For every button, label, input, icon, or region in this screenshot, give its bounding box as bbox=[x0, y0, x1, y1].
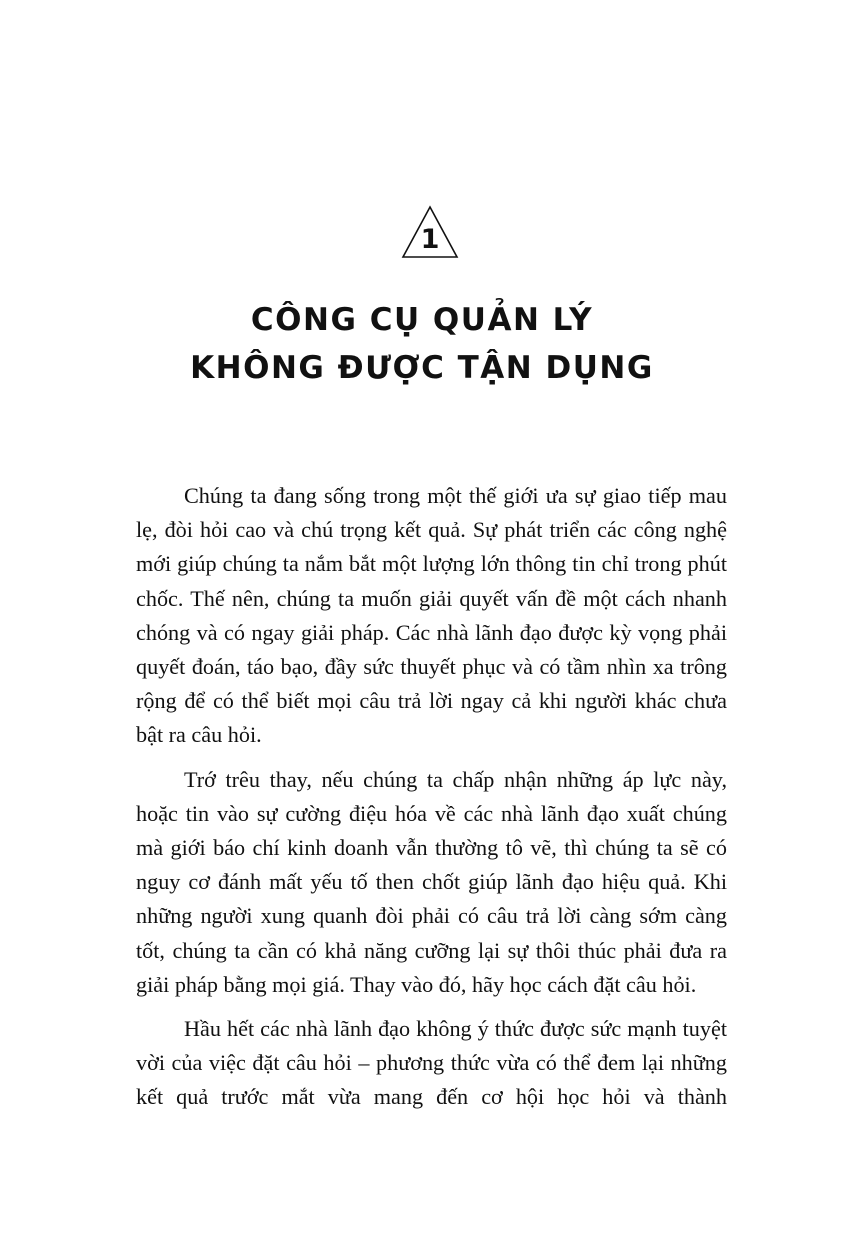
chapter-number: 1 bbox=[420, 224, 440, 255]
chapter-number-badge bbox=[401, 205, 459, 259]
chapter-title-line-1: CÔNG CỤ QUẢN LÝ bbox=[250, 302, 594, 338]
chapter-title-line-2: KHÔNG ĐƯỢC TẬN DỤNG bbox=[190, 350, 654, 386]
chapter-title bbox=[60, 296, 784, 392]
paragraph-1: Chúng ta đang sống trong một thế giới ưa sự giao tiếp mau lẹ, đòi hỏi cao và chú trọng kết quả. Sự phát triển các công nghệ mới giúp chúng ta nắm bắt một lượng lớn thông tin chỉ trong phút chốc. Thế nên, chúng ta muốn giải quyết vấn đề một cách nhanh chóng và có ngay giải pháp. Các nhà lãnh đạo được kỳ vọng phải quyết đoán, táo bạo, đầy sức thuyết phục và có tầm nhìn xa trông rộng để có thể biết mọi câu trả lời ngay cả khi người khác chưa bật ra câu hỏi. bbox=[136, 483, 727, 748]
paragraph-2: Trớ trêu thay, nếu chúng ta chấp nhận những áp lực này, hoặc tin vào sự cường điệu hóa về các nhà lãnh đạo xuất chúng mà giới báo chí kinh doanh vẫn thường tô vẽ, thì chúng ta sẽ có nguy cơ đánh mất yếu tố then chốt giúp lãnh đạo hiệu quả. Khi những người xung quanh đòi phải có câu trả lời càng sớm càng tốt, chúng ta cần có khả năng cưỡng lại sự thôi thúc phải đưa ra giải pháp bằng mọi giá. Thay vào đó, hãy học cách đặt câu hỏi. bbox=[136, 766, 727, 997]
paragraph-3: Hầu hết các nhà lãnh đạo không ý thức được sức mạnh tuyệt vời của việc đặt câu hỏi – phương thức vừa có thể đem lại những kết quả trước mắt vừa mang đến cơ hội học hỏi và thành bbox=[136, 1016, 727, 1110]
body-text bbox=[136, 479, 727, 1125]
